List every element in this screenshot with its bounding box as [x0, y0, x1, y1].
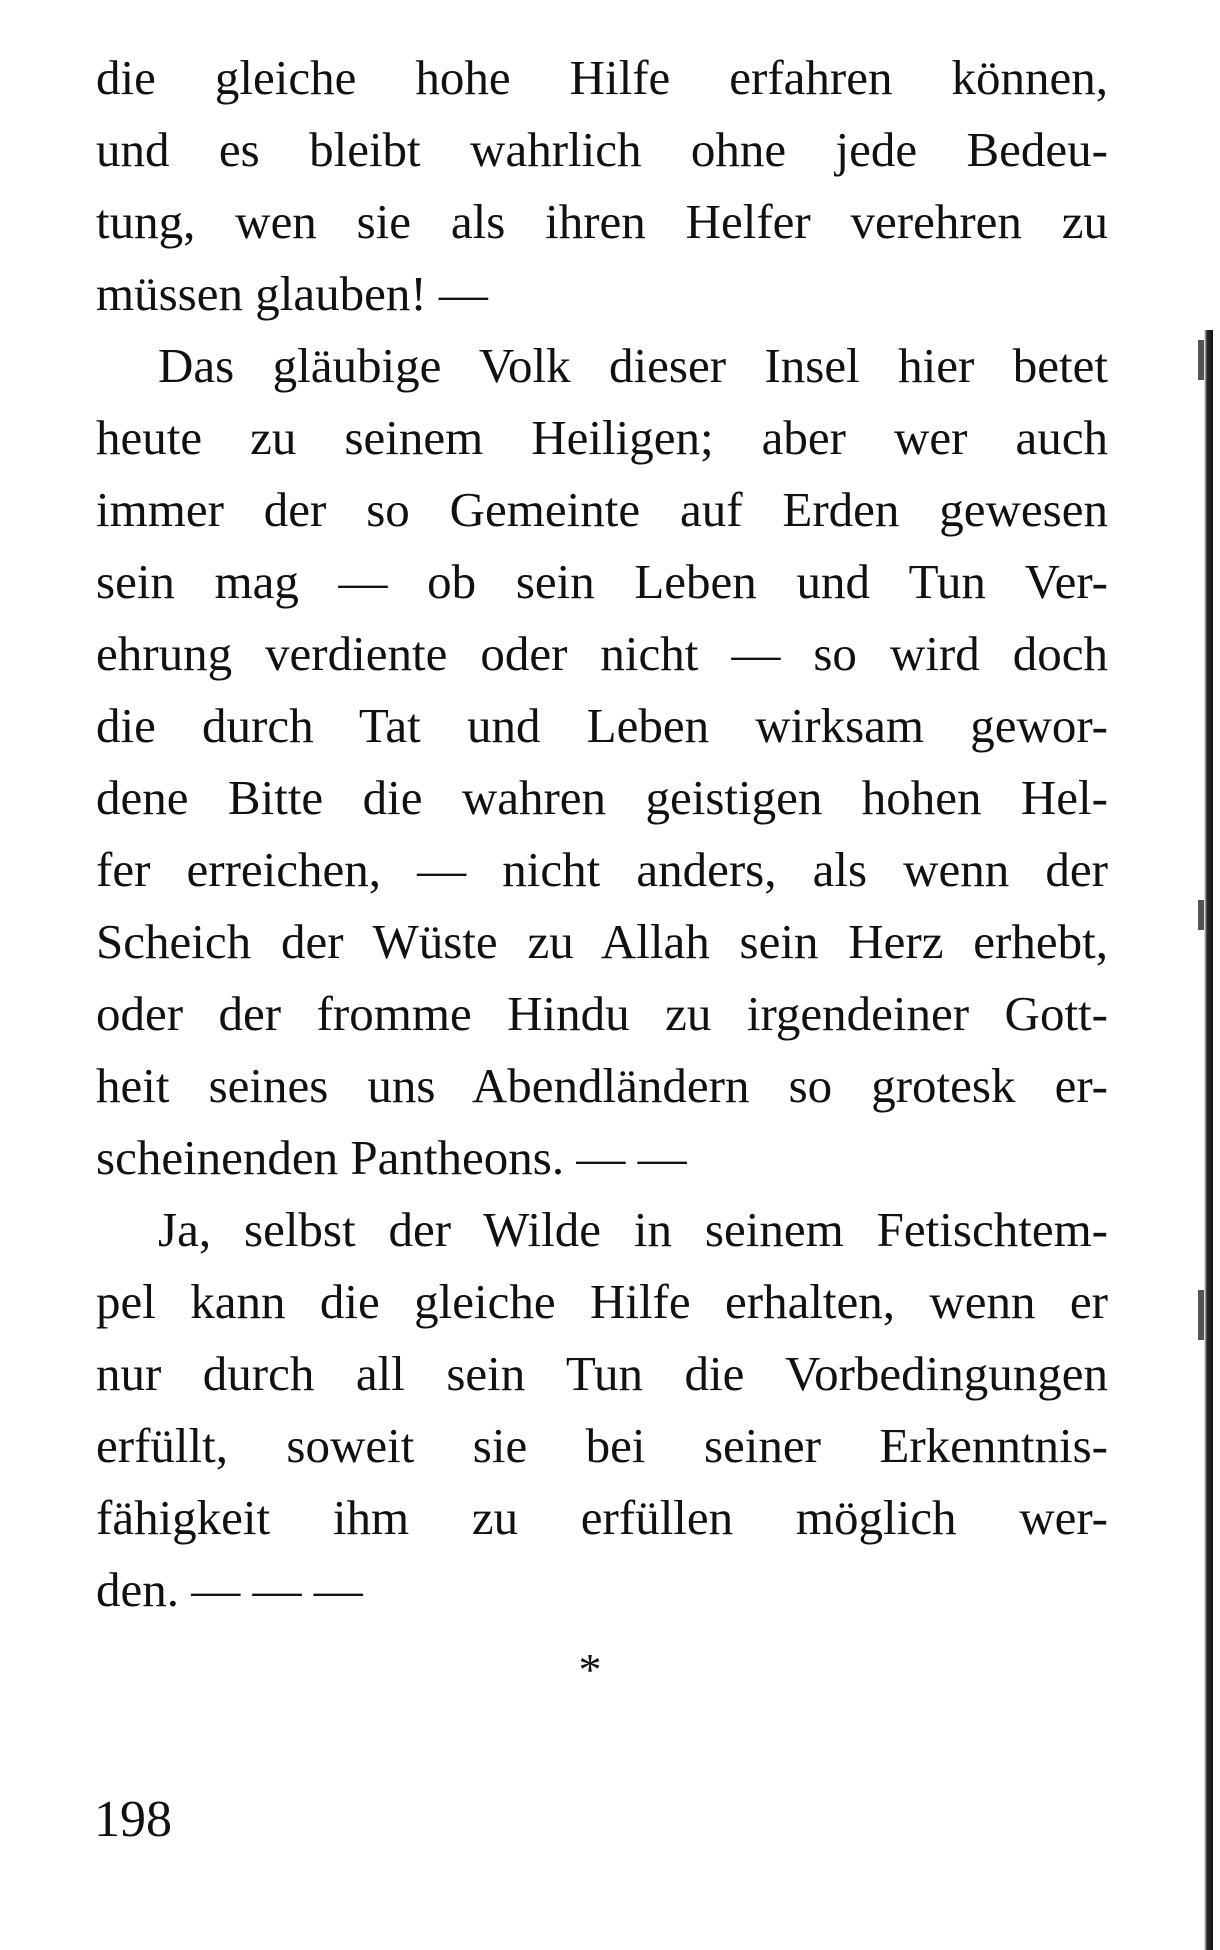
- text-line: die gleiche hohe Hilfe erfahren können,: [96, 50, 1108, 105]
- paragraph-start-line: Ja, selbst der Wilde in seinem Fetischtem-: [158, 1202, 1108, 1257]
- text-line: dene Bitte die wahren geistigen hohen Hel-: [96, 770, 1108, 825]
- text-line: tung, wen sie als ihren Helfer verehren zu: [96, 194, 1108, 249]
- body-text: [96, 42, 1108, 1626]
- text-line: oder der fromme Hindu zu irgendeiner Gott-: [96, 986, 1108, 1041]
- binding-edge: [1204, 330, 1213, 1950]
- text-line: scheinenden Pantheons. — —: [96, 1130, 687, 1185]
- text-line: heute zu seinem Heiligen; aber wer auch: [96, 410, 1108, 465]
- text-line: immer der so Gemeinte auf Erden gewesen: [96, 482, 1108, 537]
- text-line: ehrung verdiente oder nicht — so wird doch: [96, 626, 1108, 681]
- text-line: pel kann die gleiche Hilfe erhalten, wenn er: [96, 1274, 1108, 1329]
- text-line: nur durch all sein Tun die Vorbedingungen: [96, 1346, 1108, 1401]
- text-line: und es bleibt wahrlich ohne jede Bedeu-: [96, 122, 1108, 177]
- binding-edge-mark: [1198, 1290, 1204, 1340]
- text-line: den. — — —: [96, 1562, 363, 1617]
- text-line: erfüllt, soweit sie bei seiner Erkenntnis-: [96, 1418, 1108, 1473]
- text-line: fähigkeit ihm zu erfüllen möglich wer-: [96, 1490, 1108, 1545]
- text-line: müssen glauben! —: [96, 266, 488, 321]
- text-line: fer erreichen, — nicht anders, als wenn der: [96, 842, 1108, 897]
- page-number: 198: [94, 1791, 172, 1848]
- binding-edge-mark: [1198, 900, 1204, 930]
- text-line: Scheich der Wüste zu Allah sein Herz erhebt,: [96, 914, 1108, 969]
- text-line: sein mag — ob sein Leben und Tun Ver-: [96, 554, 1108, 609]
- paragraph-start-line: Das gläubige Volk dieser Insel hier betet: [158, 338, 1108, 393]
- section-separator: *: [578, 1644, 602, 1695]
- text-line: heit seines uns Abendländern so grotesk er-: [96, 1058, 1108, 1113]
- text-line: die durch Tat und Leben wirksam gewor-: [96, 698, 1108, 753]
- binding-edge-mark: [1198, 340, 1204, 380]
